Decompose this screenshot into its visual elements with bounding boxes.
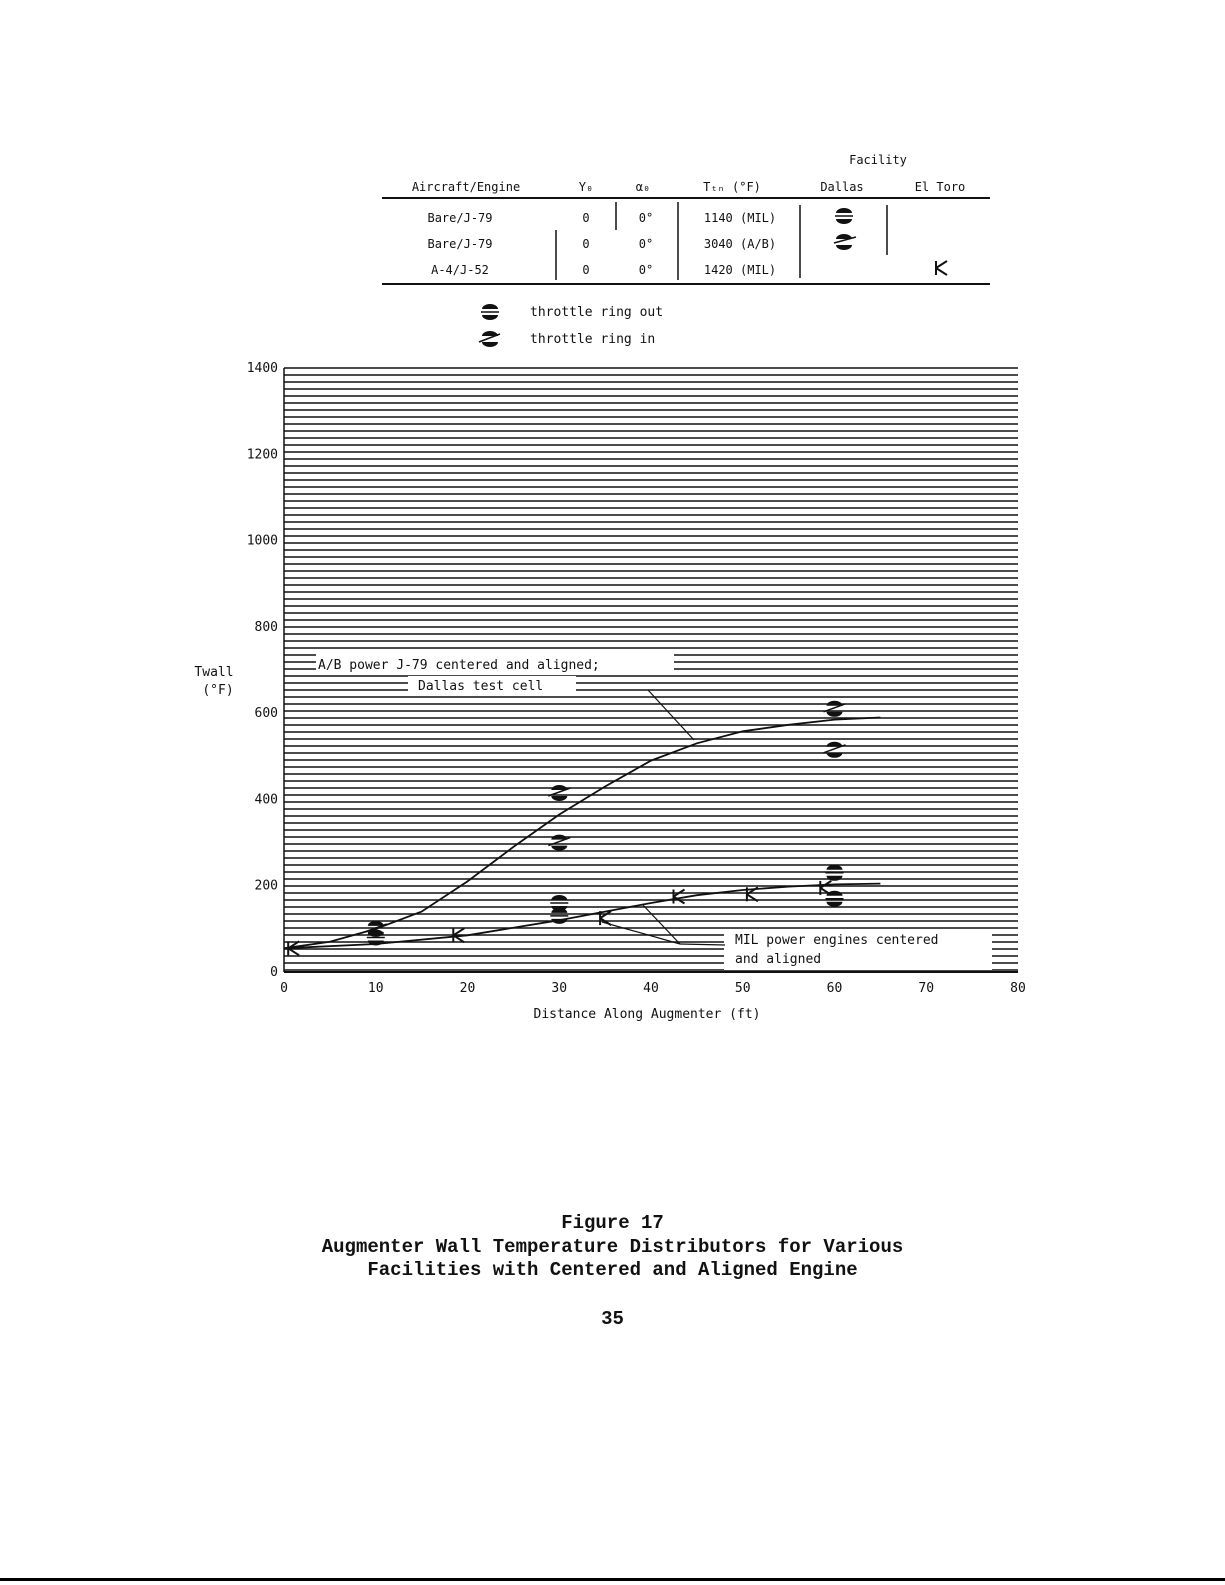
engine-table: [382, 153, 990, 284]
y-tick-label: 1400: [246, 361, 278, 376]
x-tick-label: 0: [280, 981, 288, 996]
x-tick-label: 30: [551, 981, 568, 996]
row2-alpha0: 0°: [638, 237, 654, 251]
row3-y0: 0: [582, 263, 590, 277]
col-header-temp: Tₜₙ (°F): [703, 180, 761, 194]
mil-annotation-leader: [680, 944, 725, 945]
row2-dallas-symbol: [834, 234, 856, 250]
figure-caption-line2: Facilities with Centered and Aligned Engine: [367, 1259, 858, 1281]
col-header-alpha0: α₀: [635, 180, 651, 194]
legend-label-ring-in: throttle ring in: [530, 332, 656, 347]
data-point: [674, 890, 685, 904]
y-axis-unit: (°F): [202, 683, 234, 698]
y-tick-label: 600: [254, 706, 278, 722]
col-header-engine: Aircraft/Engine: [411, 180, 521, 194]
col-header-y0: Y₀: [578, 180, 594, 194]
x-tick-label: 80: [1010, 981, 1026, 996]
facility-header: Facility: [849, 153, 907, 167]
legend-label-ring-out: throttle ring out: [530, 305, 664, 320]
mil-annotation-line1: MIL power engines centered: [735, 933, 939, 948]
data-point: [826, 865, 844, 881]
page-bottom-rule: [0, 1578, 1225, 1581]
row3-temp: 1420 (MIL): [703, 263, 777, 277]
mil-annotation-line2: and aligned: [735, 952, 822, 967]
row3-alpha0: 0°: [638, 263, 654, 277]
y-tick-label: 800: [254, 619, 278, 635]
y-tick-label: 0: [270, 965, 278, 980]
page-number: 35: [601, 1308, 624, 1330]
x-tick-label: 60: [826, 981, 843, 996]
row3-el-toro-symbol: [936, 261, 947, 275]
x-tick-label: 40: [643, 981, 659, 996]
mil-annotation-leader: [642, 904, 680, 944]
x-tick-label: 20: [459, 981, 476, 996]
row3-engine: A-4/J-52: [431, 263, 489, 277]
y-tick-label: 1000: [246, 533, 278, 549]
row1-engine: Bare/J-79: [427, 211, 493, 225]
legend-symbol-ring-in: [479, 331, 500, 347]
legend-symbol-ring-out: [481, 304, 499, 320]
row2-temp: 3040 (A/B): [703, 237, 777, 251]
ab-annotation-line1: A/B power J-79 centered and aligned;: [318, 658, 600, 673]
y-tick-label: 400: [254, 792, 278, 808]
row1-temp: 1140 (MIL): [703, 211, 777, 225]
y-axis: [247, 361, 284, 980]
x-axis-label: Distance Along Augmenter (ft): [533, 1007, 761, 1022]
mil-annotation-leader: [602, 922, 680, 944]
col-header-dallas: Dallas: [820, 180, 864, 194]
figure-label: Figure 17: [561, 1212, 664, 1234]
data-point: [824, 742, 846, 758]
row1-alpha0: 0°: [638, 211, 654, 225]
row2-y0: 0: [582, 237, 590, 251]
legend: [479, 304, 663, 347]
row2-engine: Bare/J-79: [427, 237, 493, 251]
y-tick-label: 1200: [246, 447, 278, 463]
y-tick-label: 200: [254, 878, 278, 894]
col-header-el-toro: El Toro: [914, 180, 966, 194]
ab-annotation-line2: Dallas test cell: [418, 679, 544, 694]
x-axis: [280, 972, 1026, 996]
x-tick-label: 70: [918, 981, 935, 996]
x-tick-label: 50: [734, 981, 751, 996]
figure-caption-line1: Augmenter Wall Temperature Distributors for Various: [321, 1236, 904, 1258]
row1-dallas-symbol: [835, 208, 853, 224]
row1-y0: 0: [582, 211, 590, 225]
y-axis-label: Twall: [194, 665, 234, 680]
data-point: [550, 908, 568, 924]
x-tick-label: 10: [367, 981, 384, 996]
